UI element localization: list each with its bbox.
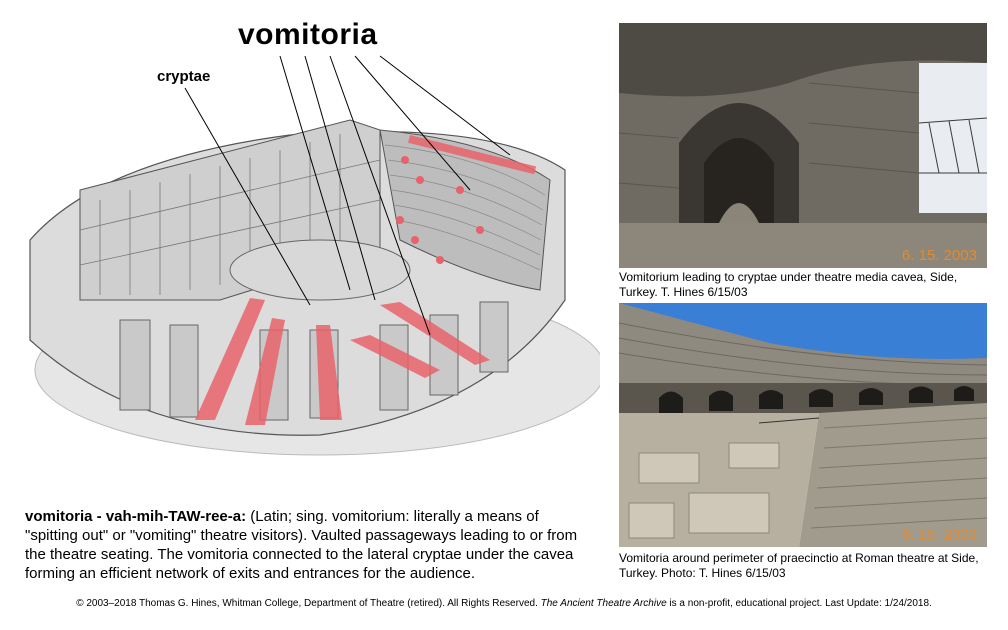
vomitoria-label: vomitoria bbox=[238, 18, 378, 51]
date-stamp: 6. 15. 2003 bbox=[901, 247, 977, 264]
theatre-cutaway-drawing bbox=[20, 40, 600, 460]
top-photo-caption: Vomitorium leading to cryptae under theatre media cavea, Side, Turkey. T. Hines 6/15/03 bbox=[619, 270, 958, 299]
definition-text: (Latin; sing. vomitorium: literally a means of "spitting out" or "vomiting" theatre visitors). Vaulted passageways leading to or from the theatre seating. The vomitoria connected to the lateral cryptae under the cavea forming an efficient network of exits and entrances for the audience. bbox=[25, 508, 578, 582]
footer-text-end: is a non-profit, educational project. Last Update: 1/24/2018. bbox=[666, 598, 932, 609]
copyright-footer bbox=[0, 598, 1008, 609]
definition-term: vomitoria - vah-mih-TAW-ree-a: bbox=[25, 508, 247, 525]
date-stamp: 6. 15. 2003 bbox=[901, 526, 977, 543]
vomitorium-corridor-photo bbox=[619, 23, 987, 268]
theatre-seating-photo bbox=[619, 303, 987, 547]
footer-text: © 2003–2018 Thomas G. Hines, Whitman College, Department of Theatre (retired). All Rights Reserved. bbox=[76, 598, 541, 609]
definition-paragraph bbox=[25, 507, 585, 583]
archive-title: The Ancient Theatre Archive bbox=[540, 598, 667, 609]
cryptae-label: cryptae bbox=[157, 68, 211, 85]
bottom-photo-caption: Vomitoria around perimeter of praecinctio at Roman theatre at Side, Turkey. Photo: T. Hines 6/15/03 bbox=[619, 551, 979, 580]
